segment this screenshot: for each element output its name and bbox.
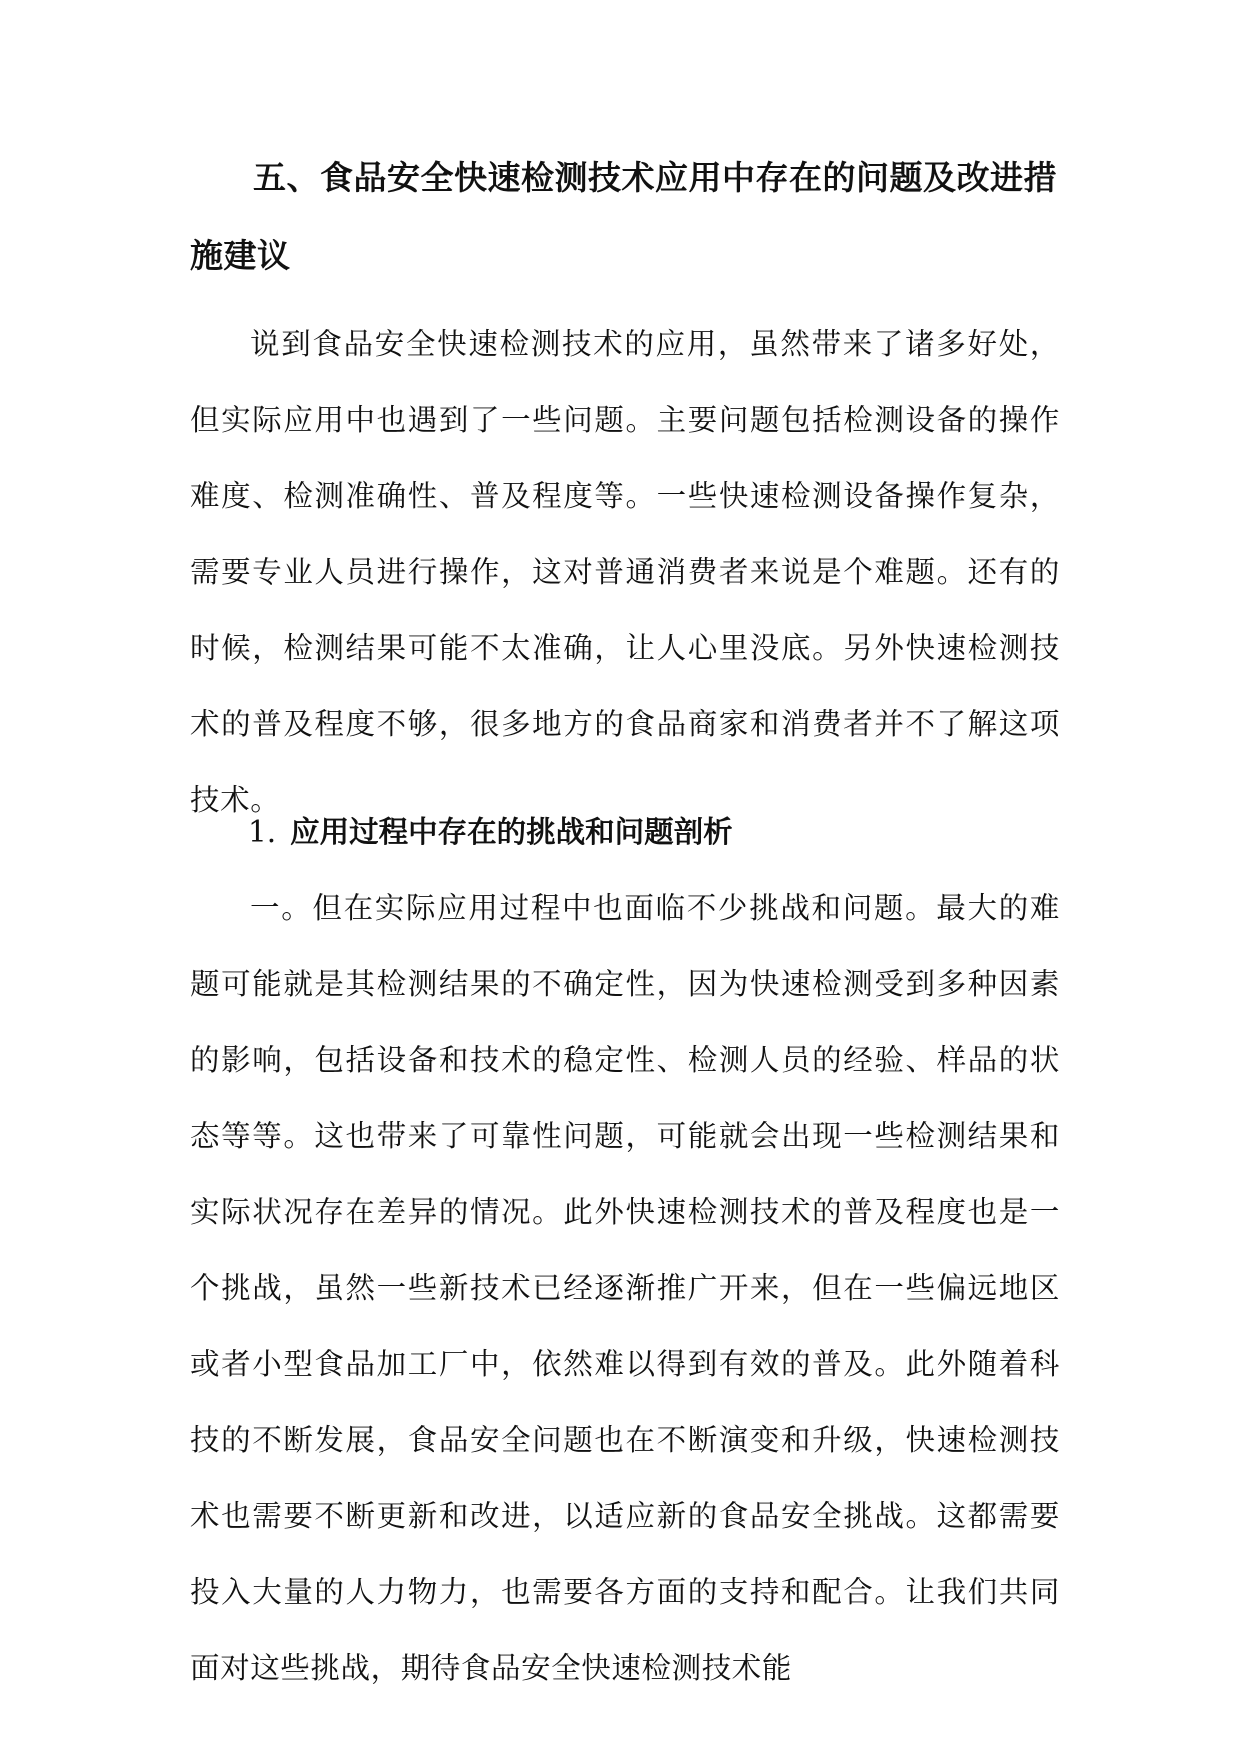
subsection-number: 1. [248,815,277,849]
body-paragraph-challenges: 一。但在实际应用过程中也面临不少挑战和问题。最大的难题可能就是其检测结果的不确定性，因为快速检测受到多种因素的影响，包括设备和技术的稳定性、检测人员的经验、样品的状态等等。这也带来了可靠性问题，可能就会出现一些检测结果和实际状况存在差异的情况。此外快速检测技术的普及程度也是一个挑战，虽然一些新技术已经逐渐推广开来，但在一些偏远地区或者小型食品加工厂中，依然难以得到有效的普及。此外随着科技的不断发展，食品安全问题也在不断演变和升级，快速检测技术也需要不断更新和改进，以适应新的食品安全挑战。这都需要投入大量的人力物力，也需要各方面的支持和配合。让我们共同面对这些挑战，期待食品安全快速检测技术能 [190,891,1060,1685]
subsection-title: 应用过程中存在的挑战和问题剖析 [290,814,733,849]
body-paragraph-intro: 说到食品安全快速检测技术的应用，虽然带来了诸多好处，但实际应用中也遇到了一些问题。主要问题包括检测设备的操作难度、检测准确性、普及程度等。一些快速检测设备操作复杂，需要专业人员进行操作，这对普通消费者来说是个难题。还有的时候，检测结果可能不太准确，让人心里没底。另外快速检测技术的普及程度不够，很多地方的食品商家和消费者并不了解这项技术。 [190,327,1060,817]
section-title: 五、食品安全快速检测技术应用中存在的问题及改进措施建议 [190,158,1057,275]
subsection-heading [190,794,1118,870]
